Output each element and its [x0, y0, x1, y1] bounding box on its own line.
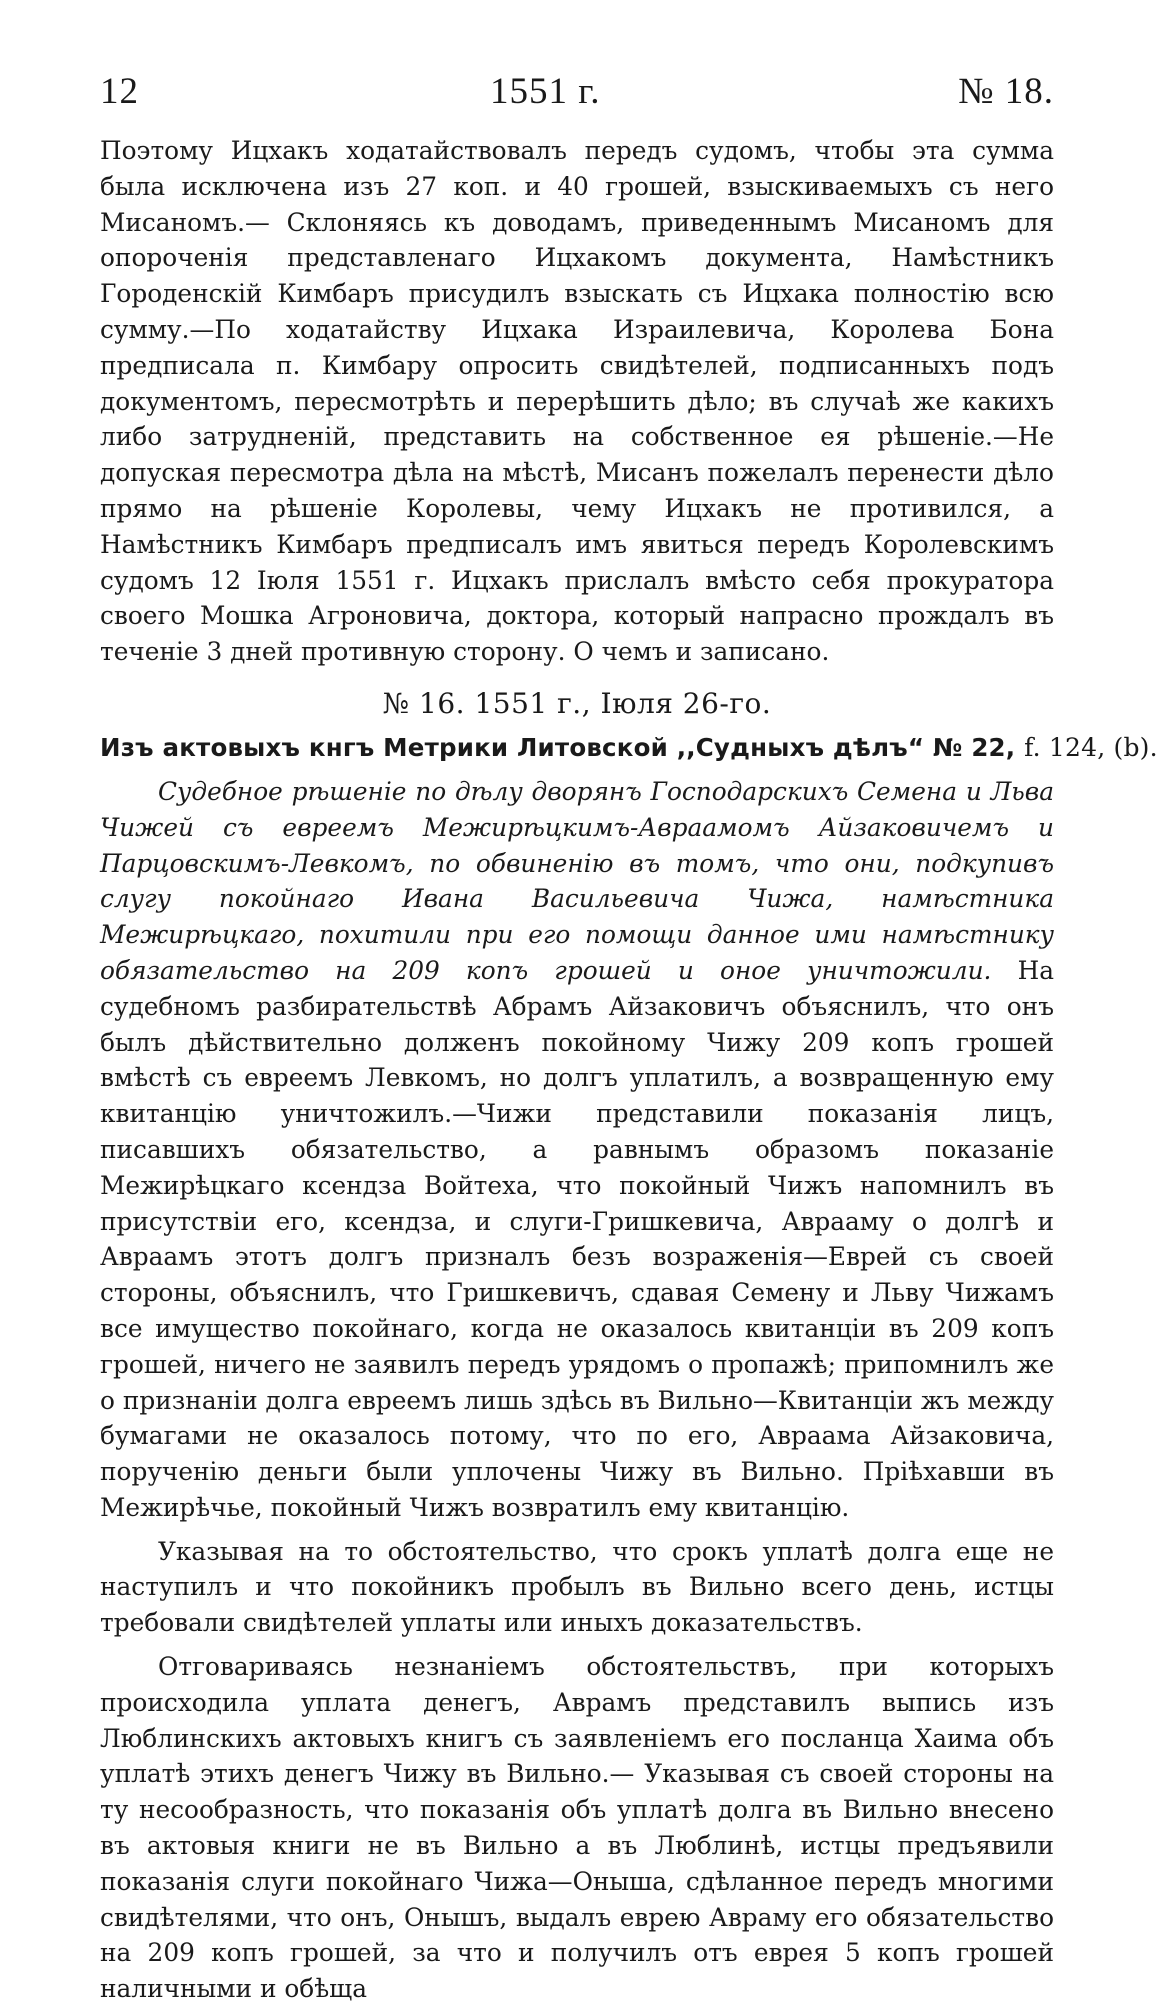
continuation-paragraph: Поэтому Ицхакъ ходатайствовалъ передъ судомъ, чтобы эта сумма была исключена изъ 27 коп. и 40 грошей, взыскиваемыхъ съ него Мисаномъ.— Склоняясь къ доводамъ, приведеннымъ Мисаномъ для опороченiя представленаго Ицхакомъ документа, Намѣстникъ Городенскiй Кимбаръ присудилъ взыскать съ Ицхака полностiю всю сумму.—По ходатайству Ицхака Израилевича, Королева Бона предписала п. Кимбару опросить свидѣтелей, подписанныхъ подъ документомъ, пересмотрѣть и перерѣшить дѣло; въ случаѣ же какихъ либо затрудненiй, представить на собственное ея рѣшенiе.—Не допуская пересмотра дѣла на мѣстѣ, Мисанъ пожелалъ перенести дѣло прямо на рѣшенiе Королевы, чему Ицхакъ не противился, а Намѣстникъ Кимбаръ предписалъ имъ явиться передъ Королевскимъ судомъ 12 Iюля 1551 г. Ицхакъ прислалъ вмѣсто себя прокуратора своего Мошка Агроновича, доктора, который напрасно прождалъ въ теченiе 3 дней противную сторону. О чемъ и записано. [100, 136, 1054, 667]
paragraph-3: Отговариваясь незнанiемъ обстоятельствъ, при которыхъ происходила уплата денегъ, Аврамъ представилъ выпись изъ Люблинскихъ актовыхъ книгъ съ заявленiемъ его посланца Хаима объ уплатѣ этихъ денегъ Чижу въ Вильно.— Указывая съ своей стороны на ту несообразность, что показанiя объ уплатѣ долга въ Вильно внесено въ актовыя книги не въ Вильно а въ Люблинѣ, истцы предъявили показанiя слуги покойнаго Чижа—Оныша, сдѣланное передъ многими свидѣтелями, что онъ, Онышъ, выдалъ еврею Авраму его обязательство на 209 копъ грошей, за что и получилъ отъ еврея 5 копъ грошей наличными и обѣща [100, 1652, 1054, 2004]
paragraph-2: Указывая на то обстоятельство, что срокъ уплатѣ долга еще не наступилъ и что покойникъ пробылъ въ Вильно всего день, истцы требовали свидѣтелей уплаты или иныхъ доказательствъ. [100, 1536, 1054, 1638]
summary-paragraph [100, 774, 1054, 1526]
summary-italic: Судебное рѣшенiе по дѣлу дворянъ Господарскихъ Семена и Льва Чижей съ евреемъ Межирѣцкимъ-Авраамомъ Айзаковичемъ и Парцовскимъ-Левкомъ, по обвиненiю въ томъ, что они, подкупивъ слугу покойнаго Ивана Васильевича Чижа, намѣстника Межирѣцкаго, похитили при его помощи данное ими намѣстнику обязательство на 209 копъ грошей и оное уничтожили. [100, 776, 1054, 985]
page-number: 12 [100, 71, 139, 112]
source-folio: f. 124, (b). [1024, 732, 1158, 762]
source-heading [100, 728, 1158, 768]
document-page [100, 64, 1158, 2007]
entry-heading: № 16. 1551 г., Iюля 26-го. [382, 686, 772, 720]
document-number: № 18. [958, 71, 1054, 112]
summary-continuation: На судебномъ разбирательствѣ Абрамъ Айзаковичъ объяснилъ, что онъ былъ дѣйствительно долженъ покойному Чижу 209 копъ грошей вмѣстѣ съ евреемъ Левкомъ, но долгъ уплатилъ, а возвращенную ему квитанцiю уничтожилъ.—Чижи представили показанiя лицъ, писавшихъ обязательство, а равнымъ образомъ показанiе Межирѣцкаго ксендза Войтеха, что покойный Чижъ напомнилъ въ присутствiи его, ксендза, и слуги-Гришкевича, Аврааму о долгѣ и Авраамъ этотъ долгъ призналъ безъ возраженiя—Еврей съ своей стороны, объяснилъ, что Гришкевичъ, сдавая Семену и Льву Чижамъ все имущество покойнаго, когда не оказалось квитанцiи въ 209 копъ грошей, ничего не заявилъ передъ урядомъ о пропажѣ; припомнилъ же о признанiи долга евреемъ лишь здѣсь въ Вильно—Квитанцiи жъ между бумагами не оказалось потому, что по его, Авраама Айзаковича, порученiю деньги были уплочены Чижу въ Вильно. Прiѣхавши въ Межирѣчье, покойный Чижъ возвратилъ ему квитанцiю. [100, 955, 1054, 1522]
source-archive-reference: Изъ актовыхъ кнгъ Метрики Литовской ,,Судныхъ дѣлъ“ № 22, [100, 732, 1016, 762]
running-head-year: 1551 г. [490, 71, 601, 112]
running-head [100, 64, 1054, 120]
